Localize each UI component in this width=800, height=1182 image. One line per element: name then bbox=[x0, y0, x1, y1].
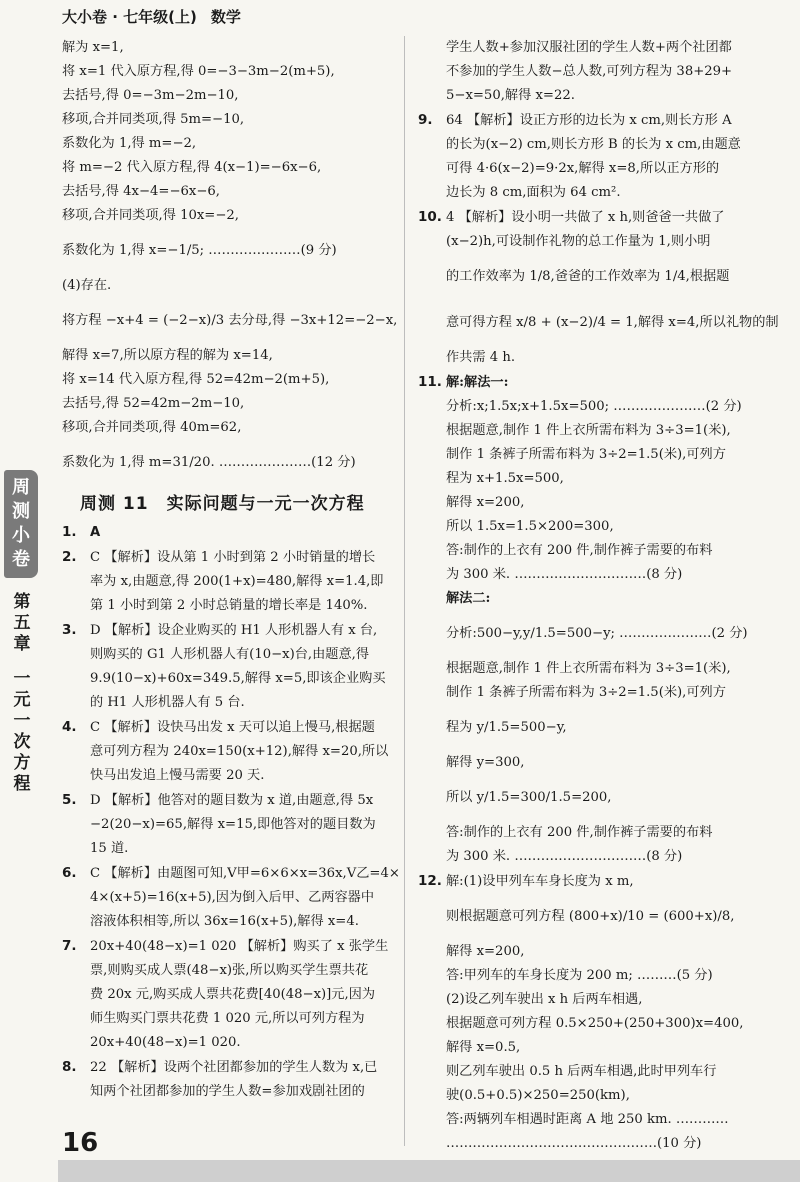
book-title: 大小卷 · 七年级(上) bbox=[62, 8, 197, 26]
answer-number: 10. bbox=[418, 209, 442, 225]
solution-line: 去括号,得 0=−3m−2m−10, bbox=[62, 88, 239, 103]
answer-line: 22 【解析】设两个社团都参加的学生人数为 x,已 bbox=[90, 1060, 378, 1075]
answer-3 bbox=[62, 618, 392, 715]
answer-11 bbox=[418, 370, 763, 869]
answer-line: C 【解析】设快马出发 x 天可以追上慢马,根据题 bbox=[90, 720, 375, 735]
column-divider bbox=[404, 36, 405, 1146]
answer-line: 9.9(10−x)+60x=349.5,解得 x=5,即该企业购买 bbox=[90, 671, 386, 686]
answer-line: 解得 x=200, bbox=[446, 944, 525, 959]
answer-line: 答:两辆列车相遇时距离 A 地 250 km. ………… bbox=[446, 1112, 729, 1127]
answer-line: 5−x=50,解得 x=22. bbox=[446, 88, 575, 103]
answer-line: 15 道. bbox=[90, 841, 129, 856]
answer-line: 制作 1 条裤子所需布料为 3÷2=1.5(米),可列方 bbox=[446, 685, 726, 700]
answer-line: 分析:x;1.5x;x+1.5x=500; …………………(2 分) bbox=[446, 399, 742, 414]
answer-number: 6. bbox=[62, 865, 77, 881]
answer-number: 11. bbox=[418, 374, 442, 390]
answer-line: 驶(0.5+0.5)×250=250(km), bbox=[446, 1088, 630, 1103]
answer-number: 1. bbox=[62, 524, 77, 540]
answer-line: D 【解析】他答对的题目数为 x 道,由题意,得 5x bbox=[90, 793, 374, 808]
subject-label: 数学 bbox=[210, 8, 241, 26]
answer-line: 所以 1.5x=1.5×200=300, bbox=[446, 519, 614, 534]
answer-line: 则购买的 G1 人形机器人有(10−x)台,由题意,得 bbox=[90, 647, 370, 662]
answer-line: 程为 y/1.5=500−y, bbox=[446, 720, 567, 735]
answer-line: 溶液体积相等,所以 36x=16(x+5),解得 x=4. bbox=[90, 914, 359, 929]
bottom-bar bbox=[58, 1160, 800, 1182]
answer-line: C 【解析】设从第 1 小时到第 2 小时销量的增长 bbox=[90, 550, 376, 565]
answer-number: 3. bbox=[62, 622, 77, 638]
answer-9 bbox=[418, 108, 763, 205]
answer-line: 则乙列车驶出 0.5 h 后两车相遇,此时甲列车行 bbox=[446, 1064, 717, 1079]
answer-line: 根据题意,制作 1 件上衣所需布料为 3÷3=1(米), bbox=[446, 661, 731, 676]
answer-line: 解法二: bbox=[446, 591, 491, 606]
left-column bbox=[62, 36, 400, 1104]
answer-line: …………………………………………(10 分) bbox=[446, 1136, 702, 1151]
answer-1 bbox=[62, 520, 392, 545]
answer-line: 意可得方程 x/8 + (x−2)/4 = 1,解得 x=4,所以礼物的制 bbox=[446, 315, 779, 330]
answer-line: 费 20x 元,购买成人票共花费[40(48−x)]元,因为 bbox=[90, 987, 376, 1002]
answer-line: 4×(x+5)=16(x+5),因为倒入后甲、乙两容器中 bbox=[90, 890, 375, 905]
answer-line: 分析:500−y,y/1.5=500−y; …………………(2 分) bbox=[446, 626, 748, 641]
answer-line: 程为 x+1.5x=500, bbox=[446, 471, 564, 486]
answer-6 bbox=[62, 861, 400, 934]
answer-8 bbox=[62, 1055, 392, 1104]
answer-2 bbox=[62, 545, 392, 618]
answer-line: 答:制作的上衣有 200 件,制作裤子需要的布料 bbox=[446, 825, 713, 840]
answer-line: 不参加的学生人数−总人数,可列方程为 38+29+ bbox=[446, 64, 733, 79]
answer-number: 8. bbox=[62, 1059, 77, 1075]
solution-line: 去括号,得 52=42m−2m−10, bbox=[62, 396, 245, 411]
answer-line: 则根据题意可列方程 (800+x)/10 = (600+x)/8, bbox=[446, 909, 735, 924]
chapter-title: 一元一次方程 bbox=[13, 669, 31, 794]
chapter-number: 第五章 bbox=[13, 592, 31, 654]
answer-line: 制作 1 条裤子所需布料为 3÷2=1.5(米),可列方 bbox=[446, 447, 726, 462]
answer-line: 根据题意可列方程 0.5×250+(250+300)x=400, bbox=[446, 1016, 744, 1031]
answer-line: 学生人数+参加汉服社团的学生人数+两个社团都 bbox=[446, 40, 732, 55]
answer-line: 解得 x=0.5, bbox=[446, 1040, 521, 1055]
answer-line: D 【解析】设企业购买的 H1 人形机器人有 x 台, bbox=[90, 623, 378, 638]
solution-line: 去括号,得 4x−4=−6x−6, bbox=[62, 184, 220, 199]
solution-line: 移项,合并同类项,得 10x=−2, bbox=[62, 208, 239, 223]
answer-line: 所以 y/1.5=300/1.5=200, bbox=[446, 790, 612, 805]
answer-line: 20x+40(48−x)=1 020. bbox=[90, 1035, 241, 1050]
answer-line: 答:甲列车的车身长度为 200 m; ………(5 分) bbox=[446, 968, 713, 983]
answer-line: 票,则购买成人票(48−x)张,所以购买学生票共花 bbox=[90, 963, 369, 978]
answer-number: 9. bbox=[418, 112, 433, 128]
answer-line: 为 300 米. …………………………(8 分) bbox=[446, 849, 683, 864]
answer-line: 意可列方程为 240x=150(x+12),解得 x=20,所以 bbox=[90, 744, 389, 759]
answer-line: 解得 x=200, bbox=[446, 495, 525, 510]
solution-line: 移项,合并同类项,得 5m=−10, bbox=[62, 112, 245, 127]
answer-line: (x−2)h,可设制作礼物的总工作量为 1,则小明 bbox=[446, 234, 711, 249]
solution-line: 将 x=14 代入原方程,得 52=42m−2(m+5), bbox=[62, 372, 330, 387]
page-header bbox=[62, 6, 241, 27]
answer-line: C 【解析】由题图可知,V甲=6×6×x=36x,V乙=4× bbox=[90, 866, 400, 881]
answer-5 bbox=[62, 788, 392, 861]
solution-line: 移项,合并同类项,得 40m=62, bbox=[62, 420, 242, 435]
page-number: 16 bbox=[62, 1128, 99, 1158]
answer-line: 的长为(x−2) cm,则长方形 B 的长为 x cm,由题意 bbox=[446, 137, 741, 152]
answer-line: 的 H1 人形机器人有 5 台. bbox=[90, 695, 245, 710]
answer-line: 第 1 小时到第 2 小时总销量的增长率是 140%. bbox=[90, 598, 368, 613]
answer-7 bbox=[62, 934, 392, 1055]
solution-line: (4)存在. bbox=[62, 278, 112, 293]
answer-number: 4. bbox=[62, 719, 77, 735]
solution-line: 系数化为 1,得 m=31/20. …………………(12 分) bbox=[62, 455, 356, 470]
answer-4 bbox=[62, 715, 392, 788]
solution-line: 系数化为 1,得 x=−1/5; …………………(9 分) bbox=[62, 243, 337, 258]
answer-line: −2(20−x)=65,解得 x=15,即他答对的题目数为 bbox=[90, 817, 376, 832]
answer-line: 64 【解析】设正方形的边长为 x cm,则长方形 A bbox=[446, 113, 732, 128]
answer-line: 的工作效率为 1/8,爸爸的工作效率为 1/4,根据题 bbox=[446, 269, 730, 284]
answer-line: 20x+40(48−x)=1 020 【解析】购买了 x 张学生 bbox=[90, 939, 389, 954]
answer-number: 12. bbox=[418, 873, 442, 889]
answer-line: 解:(1)设甲列车车身长度为 x m, bbox=[446, 874, 634, 889]
answer-10 bbox=[418, 205, 779, 370]
answer-line: 答:制作的上衣有 200 件,制作裤子需要的布料 bbox=[446, 543, 713, 558]
answer-line: 解得 y=300, bbox=[446, 755, 525, 770]
answer-number: 7. bbox=[62, 938, 77, 954]
answer-number: 5. bbox=[62, 792, 77, 808]
answer-line: 解:解法一: bbox=[446, 375, 509, 390]
side-chapter-label bbox=[8, 592, 36, 795]
answer-line: 知两个社团都参加的学生人数=参加戏剧社团的 bbox=[90, 1084, 365, 1099]
solution-line: 解得 x=7,所以原方程的解为 x=14, bbox=[62, 348, 273, 363]
answer-number: 2. bbox=[62, 549, 77, 565]
answer-12 bbox=[418, 869, 763, 1156]
answer-line: 作共需 4 h. bbox=[446, 350, 516, 365]
solution-line: 将 m=−2 代入原方程,得 4(x−1)=−6x−6, bbox=[62, 160, 322, 175]
answer-line: 师生购买门票共花费 1 020 元,所以可列方程为 bbox=[90, 1011, 365, 1026]
right-column bbox=[418, 36, 779, 1156]
section-title: 周测 11 实际问题与一元一次方程 bbox=[80, 494, 365, 514]
answer-line: (2)设乙列车驶出 x h 后两车相遇, bbox=[446, 992, 643, 1007]
answer-line: 根据题意,制作 1 件上衣所需布料为 3÷3=1(米), bbox=[446, 423, 731, 438]
answer-line: 快马出发追上慢马需要 20 天. bbox=[90, 768, 265, 783]
answer-line: 可得 4·6(x−2)=9·2x,解得 x=8,所以正方形的 bbox=[446, 161, 720, 176]
solution-line: 解为 x=1, bbox=[62, 40, 124, 55]
answer-line: 率为 x,由题意,得 200(1+x)=480,解得 x=1.4,即 bbox=[90, 574, 384, 589]
solution-line: 将方程 −x+4 = (−2−x)/3 去分母,得 −3x+12=−2−x, bbox=[62, 313, 398, 328]
solution-line: 系数化为 1,得 m=−2, bbox=[62, 136, 197, 151]
solution-line: 将 x=1 代入原方程,得 0=−3−3m−2(m+5), bbox=[62, 64, 335, 79]
answer-line: A bbox=[90, 525, 101, 540]
answer-line: 为 300 米. …………………………(8 分) bbox=[446, 567, 683, 582]
answer-line: 4 【解析】设小明一共做了 x h,则爸爸一共做了 bbox=[446, 210, 725, 225]
answer-line: 边长为 8 cm,面积为 64 cm². bbox=[446, 185, 621, 200]
side-tab-weekly-test: 周测小卷 bbox=[4, 470, 38, 578]
